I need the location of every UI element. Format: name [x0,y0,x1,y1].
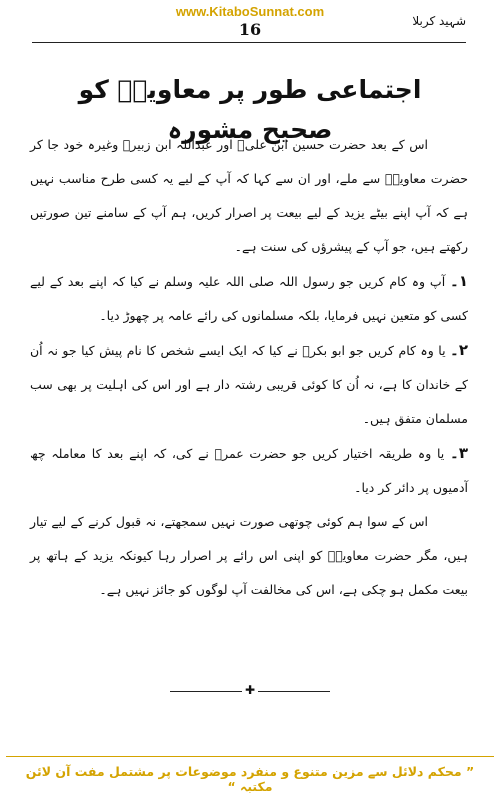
point-2-number: ۲۔ [450,341,468,359]
plus-ornament-icon: ✚ [242,683,258,697]
section-end-ornament [170,685,330,697]
header-rule [32,42,466,43]
point-3-number: ۳۔ [450,444,468,462]
body-text [30,128,468,607]
point-1-text: آپ وہ کام کریں جو رسول اللہ صلی اللہ علیہ وسلم نے کیا کہ اپنے بعد کے لیے کسی کو متعین نہیں فرمایا، بلکہ مسلمانوں کی رائے عامہ پر چھوڑ دیا۔ [30,274,468,323]
point-1-number: ۱۔ [450,272,468,290]
page-title: اجتماعی طور پر معاویہؓ کو صحیح مشورہ [78,75,422,144]
paragraph-intro: اس کے بعد حضرت حسین ابن علیؓ اور عبداللہ ابن زبیرؓ وغیرہ خود جا کر حضرت معاویہؓ سے ملے، اور ان سے کہا کہ آپ کے لیے یہ کسی طرح مناسب نہیں ہے کہ آپ اپنے بیٹے یزید کے لیے بیعت پر اصرار کریں، ہم آپ کے سامنے تین صورتیں رکھتے ہیں، جو آپ کے پیشرؤں کی سنت ہے۔ [30,137,468,254]
point-2 [30,333,468,436]
page-number: 16 [238,20,262,39]
point-2-text: یا وہ کام کریں جو ابو بکرؓ نے کیا کہ ایک ایسے شخص کا نام پیش کیا جو نہ اُن کے خاندان کا ہے، نہ اُن کا کوئی قریبی رشتہ دار ہے اور اس کی اہلیت پر بھی سب مسلمان متفق ہیں۔ [30,343,468,426]
footer-text: ” محکم دلائل سے مزین متنوع و منفرد موضوعات پر مشتمل مفت آن لائن مکتبہ “ [25,764,475,794]
point-3 [30,436,468,505]
point-3-text: یا وہ طریقہ اختیار کریں جو حضرت عمرؓ نے کی، کہ اپنے بعد کا معاملہ چھ آدمیوں پر دائر کر دیا۔ [30,446,468,495]
footer-rule [6,756,494,757]
site-url[interactable]: www.KitaboSunnat.com [175,4,325,19]
paragraph-closing: اس کے سوا ہم کوئی چوتھی صورت نہیں سمجھتے، نہ قبول کرنے کے لیے تیار ہیں، مگر حضرت معاویہؓ کو اپنی اس رائے پر اصرار رہا کیونکہ یزید کے ہاتھ پر بیعت مکمل ہو چکی ہے، اس کی مخالفت آپ لوگوں کو جائز نہیں ہے۔ [30,514,468,597]
running-head: شہید کربلا [412,14,466,28]
point-1 [30,264,468,333]
